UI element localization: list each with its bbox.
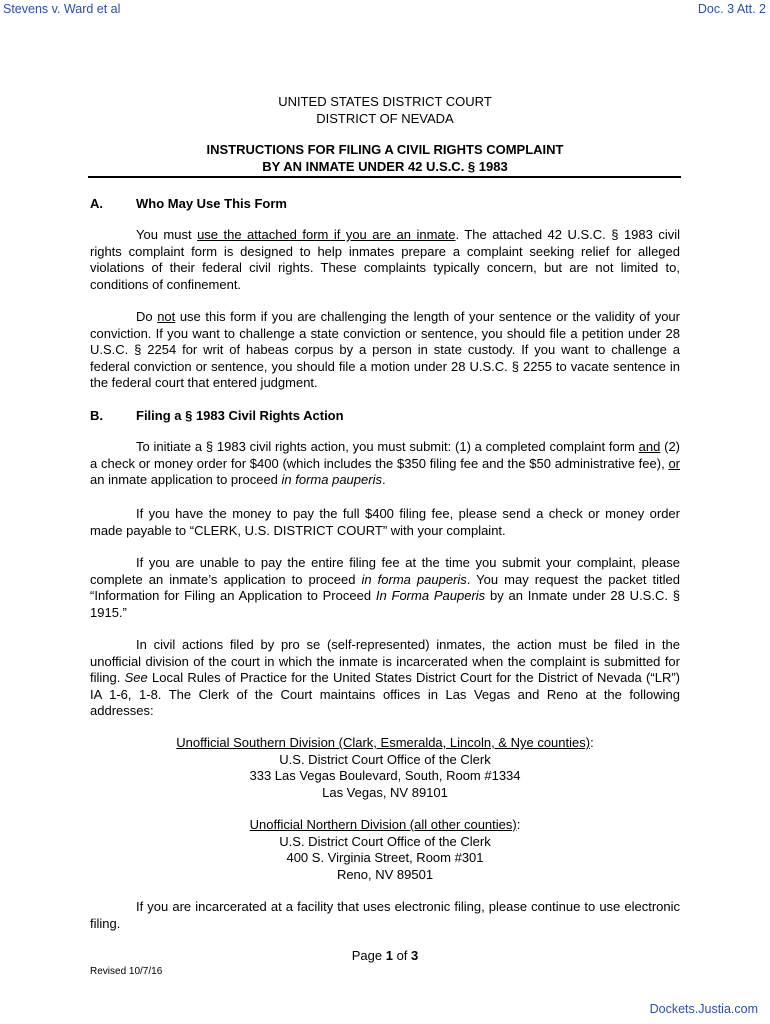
underlined-text: and: [638, 439, 661, 454]
text: by an Inmate under 28 U.S.C. § 1915.”: [90, 588, 680, 620]
text: an inmate application to proceed: [90, 472, 282, 488]
underlined-text: or: [668, 455, 680, 471]
text: Local Rules of Practice for the United States District Court for the District of Nevada (“LR”) IA 1-6, 1-8. The Clerk of the Court maintains offices in Las Vegas and Reno at the following addresses:: [90, 670, 680, 719]
underlined-text: Unofficial Northern Division (all other counties): [249, 817, 517, 832]
document-title: [0, 142, 770, 175]
section-b-title: Filing a § 1983 Civil Rights Action: [136, 408, 344, 423]
address-line: Reno, NV 89501: [336, 866, 434, 882]
underlined-text: not: [157, 309, 176, 324]
current-page: 1: [385, 948, 393, 963]
text: If you are unable to pay the entire filing fee at the time you submit your complaint, please complete an inmate’s application to proceed: [90, 555, 680, 587]
section-b-paragraph-4: [90, 637, 680, 720]
section-b-number: B.: [90, 408, 103, 423]
text: To initiate a § 1983 civil rights action, you must submit: (1) a completed complaint form: [136, 439, 639, 454]
docket-doc-number[interactable]: Doc. 3 Att. 2: [697, 2, 766, 16]
text: (2) a check or money order for $400 (which includes the $350 filing fee and the $50 administrative fee),: [90, 439, 681, 471]
section-a-paragraph-2: [90, 309, 680, 392]
text: Do: [136, 309, 158, 324]
page-number: [0, 948, 770, 963]
address-line: Las Vegas, NV 89101: [322, 784, 448, 800]
section-b-paragraph-1: [90, 439, 680, 489]
italic-text: in forma pauperis: [281, 472, 382, 488]
text: of: [392, 948, 412, 963]
italic-text: in forma pauperis: [361, 571, 467, 587]
total-pages: 3: [411, 948, 419, 963]
text: . The attached 42 U.S.C. § 1983 civil rights complaint form is designed to help inmates prepare a complaint seeking relief for alleged violations of their federal civil rights. These complaints typically concern, but are not limited to, conditions of confinement.: [90, 227, 680, 292]
title-line-1: INSTRUCTIONS FOR FILING A CIVIL RIGHTS COMPLAINT: [206, 142, 564, 157]
section-a-title: Who May Use This Form: [136, 196, 287, 211]
text: Page: [351, 948, 386, 963]
text: .: [381, 472, 386, 488]
revision-date: Revised 10/7/16: [90, 966, 163, 977]
section-b-heading: [90, 408, 344, 423]
section-b-paragraph-2: If you have the money to pay the full $400 filing fee, please send a check or money order made payable to “CLERK, U.S. DISTRICT COURT” with your complaint.: [90, 506, 680, 538]
southern-division-address: [0, 735, 770, 801]
section-a-paragraph-1: [90, 227, 680, 293]
section-b-paragraph-5: If you are incarcerated at a facility that uses electronic filing, please continue to use electronic filing.: [90, 899, 680, 931]
text: . You may request the packet titled “Information for Filing an Application to Proceed: [90, 571, 680, 604]
section-a-number: A.: [90, 196, 103, 211]
text: You must: [136, 227, 198, 242]
text: use this form if you are challenging the length of your sentence or the validity of your conviction. If you want to challenge a state conviction or sentence, you should file a petition under 28 U.S.C. § 2254 for writ of habeas corpus by a person in state custody. If you want to challenge a federal conviction or sentence, you should file a motion under 28 U.S.C. § 2255 to vacate sentence in the federal court that entered judgment.: [90, 309, 680, 391]
text: In civil actions filed by pro se (self-represented) inmates, the action must be filed in the unofficial division of the court in which the inmate is incarcerated when the complaint is submitted for filing.: [90, 637, 680, 686]
source-link[interactable]: Dockets.Justia.com: [649, 1002, 758, 1016]
title-divider: [88, 176, 681, 178]
italic-text: See: [124, 670, 148, 686]
section-b-paragraph-3: [90, 555, 680, 621]
northern-division-address: [0, 817, 770, 883]
court-district: DISTRICT OF NEVADA: [316, 110, 454, 126]
address-line: 333 Las Vegas Boulevard, South, Room #1334: [249, 768, 521, 784]
address-line: 400 S. Virginia Street, Room #301: [286, 850, 484, 866]
text: :: [590, 735, 594, 750]
address-line: U.S. District Court Office of the Clerk: [279, 833, 491, 849]
docket-case-name[interactable]: Stevens v. Ward et al: [3, 2, 121, 16]
northern-division-heading: [0, 817, 770, 834]
section-a-heading: [90, 196, 287, 211]
title-line-2: BY AN INMATE UNDER 42 U.S.C. § 1983: [262, 158, 508, 174]
underlined-text: Unofficial Southern Division (Clark, Esmeralda, Lincoln, & Nye counties): [176, 735, 591, 750]
underlined-text: use the attached form if you are an inmate: [197, 227, 456, 242]
italic-text: In Forma Pauperis: [375, 588, 486, 604]
court-heading: [0, 94, 770, 127]
address-line: U.S. District Court Office of the Clerk: [279, 751, 491, 767]
southern-division-heading: [0, 735, 770, 752]
text: :: [516, 817, 521, 832]
court-name: UNITED STATES DISTRICT COURT: [278, 94, 492, 109]
